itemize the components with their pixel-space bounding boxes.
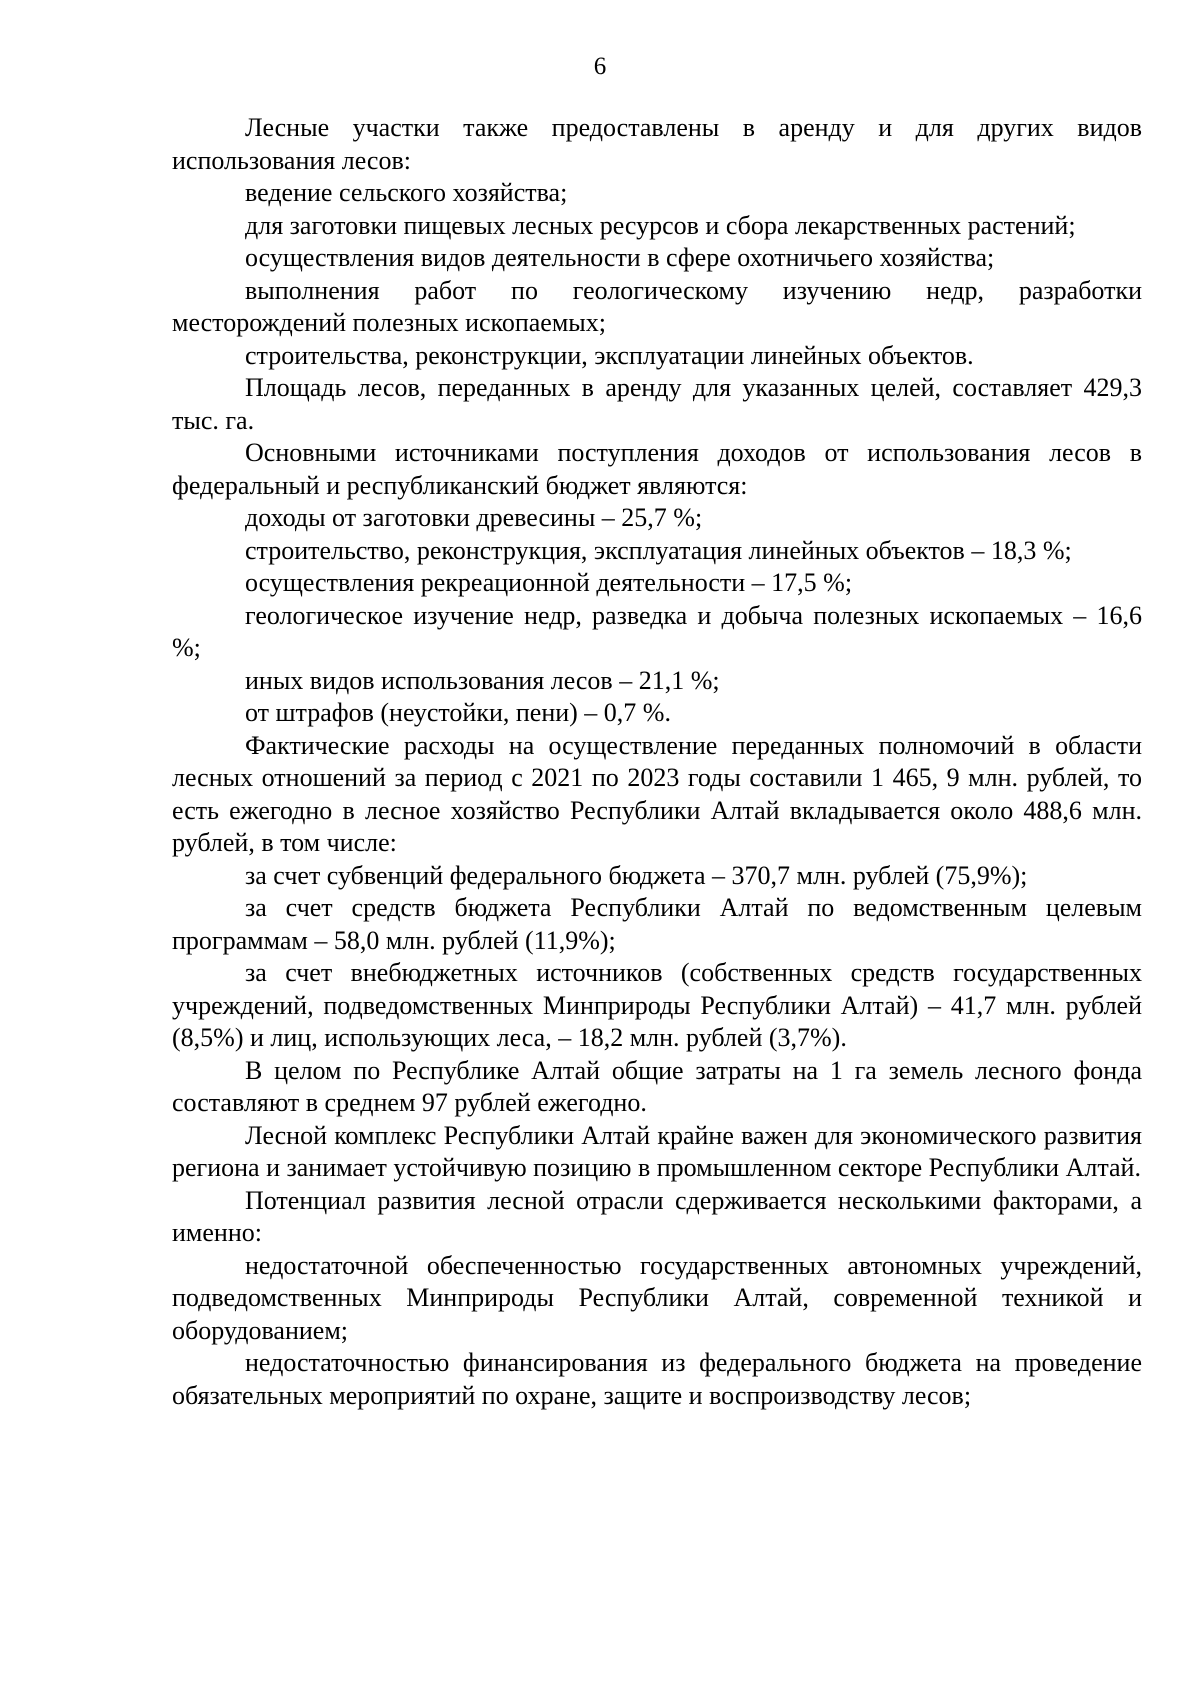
list-item: за счет внебюджетных источников (собственных средств государственных учреждений, подведомственных Минприроды Республики Алтай) – 41,7 млн. рублей (8,5%) и лиц, использующих леса, – 18,2 млн. рублей (3,7%). xyxy=(172,958,1142,1052)
list-item: за счет средств бюджета Республики Алтай по ведомственным целевым программам – 58,0 млн. рублей (11,9%); xyxy=(172,893,1142,955)
list-item: за счет субвенций федерального бюджета – 370,7 млн. рублей (75,9%); xyxy=(245,860,1028,890)
list-item: ведение сельского хозяйства; xyxy=(245,178,568,207)
paragraph: В целом по Республике Алтай общие затраты на 1 га земель лесного фонда составляют в среднем 97 рублей ежегодно. xyxy=(172,1055,1142,1117)
list-item: осуществления видов деятельности в сфере охотничьего хозяйства; xyxy=(245,243,995,272)
list-item: геологическое изучение недр, разведка и добыча полезных ископаемых – 16,6 %; xyxy=(172,600,1142,662)
list-item: для заготовки пищевых лесных ресурсов и сбора лекарственных растений; xyxy=(245,210,1076,240)
paragraph: Потенциал развития лесной отрасли сдерживается несколькими факторами, а именно: xyxy=(172,1185,1142,1247)
list-item: доходы от заготовки древесины – 25,7 %; xyxy=(245,503,703,532)
paragraph: Площадь лесов, переданных в аренду для указанных целей, составляет 429,3 тыс. га. xyxy=(172,373,1142,435)
list-item: недостаточной обеспеченностью государственных автономных учреждений, подведомственных Минприроды Республики Алтай, современной техникой и оборудованием; xyxy=(172,1250,1142,1345)
document-body xyxy=(172,112,1142,1412)
page-number: 6 xyxy=(593,53,607,80)
list-item: выполнения работ по геологическому изучению недр, разработки месторождений полезных ископаемых; xyxy=(172,275,1142,337)
paragraph: Лесные участки также предоставлены в аренду и для других видов использования лесов: xyxy=(172,113,1142,175)
list-item: иных видов использования лесов – 21,1 %; xyxy=(245,665,720,695)
paragraph: Лесной комплекс Республики Алтай крайне важен для экономического развития региона и занимает устойчивую позицию в промышленном секторе Республики Алтай. xyxy=(172,1120,1142,1182)
list-item: строительства, реконструкции, эксплуатации линейных объектов. xyxy=(245,340,974,370)
list-item: от штрафов (неустойки, пени) – 0,7 %. xyxy=(245,698,671,727)
list-item: осуществления рекреационной деятельности – 17,5 %; xyxy=(245,568,853,597)
paragraph: Основными источниками поступления доходов от использования лесов в федеральный и республиканский бюджет являются: xyxy=(172,438,1142,500)
list-item: недостаточностью финансирования из федерального бюджета на проведение обязательных мероприятий по охране, защите и воспроизводству лесов; xyxy=(172,1348,1142,1410)
list-item: строительство, реконструкция, эксплуатация линейных объектов – 18,3 %; xyxy=(245,535,1072,565)
paragraph: Фактические расходы на осуществление переданных полномочий в области лесных отношений за период с 2021 по 2023 годы составили 1 465, 9 млн. рублей, то есть ежегодно в лесное хозяйство Республики Алтай вкладывается около 488,6 млн. рублей, в том числе: xyxy=(172,730,1142,857)
